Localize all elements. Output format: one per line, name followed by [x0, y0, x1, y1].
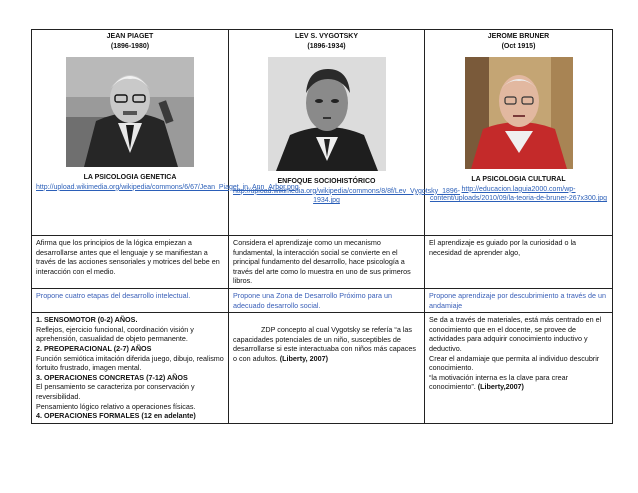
bruner-name: JEROME BRUNER [487, 33, 550, 40]
bruner-photo [465, 57, 573, 169]
vygotsky-zdp [229, 313, 425, 424]
bruner-image-link[interactable]: http://educacion.laguia2000.com/wp-content/uploads/2010/09/la-teoria-de-bruner-267x300.jpg [429, 185, 608, 203]
bruner-line-3 [429, 373, 608, 392]
vygotsky-header-cell [229, 30, 460, 236]
stage-1-title: 1. SENSOMOTOR (0-2) AÑOS. [36, 315, 138, 325]
stage-2-title: 2. PREOPERACIONAL (2-7) AÑOS [36, 343, 152, 353]
piaget-principle: Afirma que los principios de la lógica empiezan a desarrollarse antes que el lenguaje y se manifiestan a través de las acciones sensoriales y motrices del bebe en interacción con el medio. [32, 236, 229, 289]
vygotsky-image-link[interactable]: http://upload.wikimedia.org/wikipedia/commons/8/8f/Lev_Vygotsky_1896-1934.jpg [233, 187, 460, 205]
vygotsky-name: LEV S. VYGOTSKY [294, 33, 358, 40]
details-row [32, 313, 613, 424]
bruner-citation: (Liberty,2007) [477, 382, 524, 392]
vygotsky-school: ENFOQUE SOCIOHISTÓRICO [277, 178, 376, 186]
piaget-photo [66, 57, 194, 167]
bruner-line-2: Crear el andamiaje que permita al individuo descubrir conocimiento. [429, 353, 600, 373]
comparison-table [31, 29, 613, 424]
bruner-years: (Oct 1915) [501, 42, 536, 50]
piaget-school: LA PSICOLOGIA GENETICA [83, 174, 177, 182]
bruner-discovery [425, 313, 613, 424]
principles-row [32, 236, 613, 289]
stage-1-desc: Reflejos, ejercicio funcional, coordinación visión y aprehensión, casualidad de objeto permanente. [36, 324, 194, 344]
piaget-image-link[interactable]: http://upload.wikimedia.org/wikipedia/commons/6/67/Jean_Piaget_in_Ann_Arbor.png [36, 183, 299, 191]
vygotsky-principle: Considera el aprendizaje como un mecanismo fundamental, la interacción social se convierte en el principal fundamento del desarrollo, hace psicología a través del arte como lo muestra en uno de sus primeros libros. [229, 236, 425, 289]
piaget-name: JEAN PIAGET [106, 33, 154, 40]
vygotsky-citation: (Liberty, 2007) [279, 353, 328, 363]
vygotsky-zdp-body: ZDP concepto al cual Vygotsky se refería “a las capacidades potenciales de un niño, susceptibles de desarrollarse si este interactuaba con niños más capaces o con adultos. [233, 325, 416, 363]
stage-3-desc: El pensamiento se caracteriza por conservación y reversibilidad. [36, 382, 195, 401]
bruner-school: LA PSICOLOGIA CULTURAL [471, 176, 566, 184]
bruner-proposal: Propone aprendizaje por descubrimiento a través de un andamiaje [425, 288, 613, 312]
stage-3-desc-2: Pensamiento lógico relativo a operaciones físicas. [36, 401, 196, 411]
piaget-proposal: Propone cuatro etapas del desarrollo intelectual. [32, 288, 229, 312]
vygotsky-photo [268, 57, 386, 171]
header-row [32, 30, 613, 236]
piaget-years: (1896-1980) [110, 42, 150, 50]
vygotsky-years: (1896-1934) [307, 42, 346, 50]
vygotsky-zdp-text [233, 325, 420, 363]
bruner-line-1: Se da a través de materiales, está más centrado en el conocimiento que en el docente, se provee de actividades para adquirir conocimiento inductivo y deductivo. [429, 315, 602, 353]
bruner-quote: “la motivación interna es la clave para crear conocimiento”. [429, 372, 569, 392]
stage-3-title: 3. OPERACIONES CONCRETAS (7-12) AÑOS [36, 372, 188, 382]
stage-2-desc: Función semiótica imitación diferida juego, dibujo, realismo fortuito frustrado, imagen mental. [36, 353, 224, 373]
piaget-header-cell [32, 30, 299, 236]
vygotsky-proposal: Propone una Zona de Desarrollo Próximo para un adecuado desarrollo social. [229, 288, 425, 312]
bruner-principle: El aprendizaje es guiado por la curiosidad o la necesidad de aprender algo, [425, 236, 613, 289]
proposals-row [32, 288, 613, 312]
stage-4-title: 4. OPERACIONES FORMALES (12 en adelante) [36, 411, 196, 421]
piaget-stages [32, 313, 229, 424]
bruner-header-cell [425, 30, 613, 236]
